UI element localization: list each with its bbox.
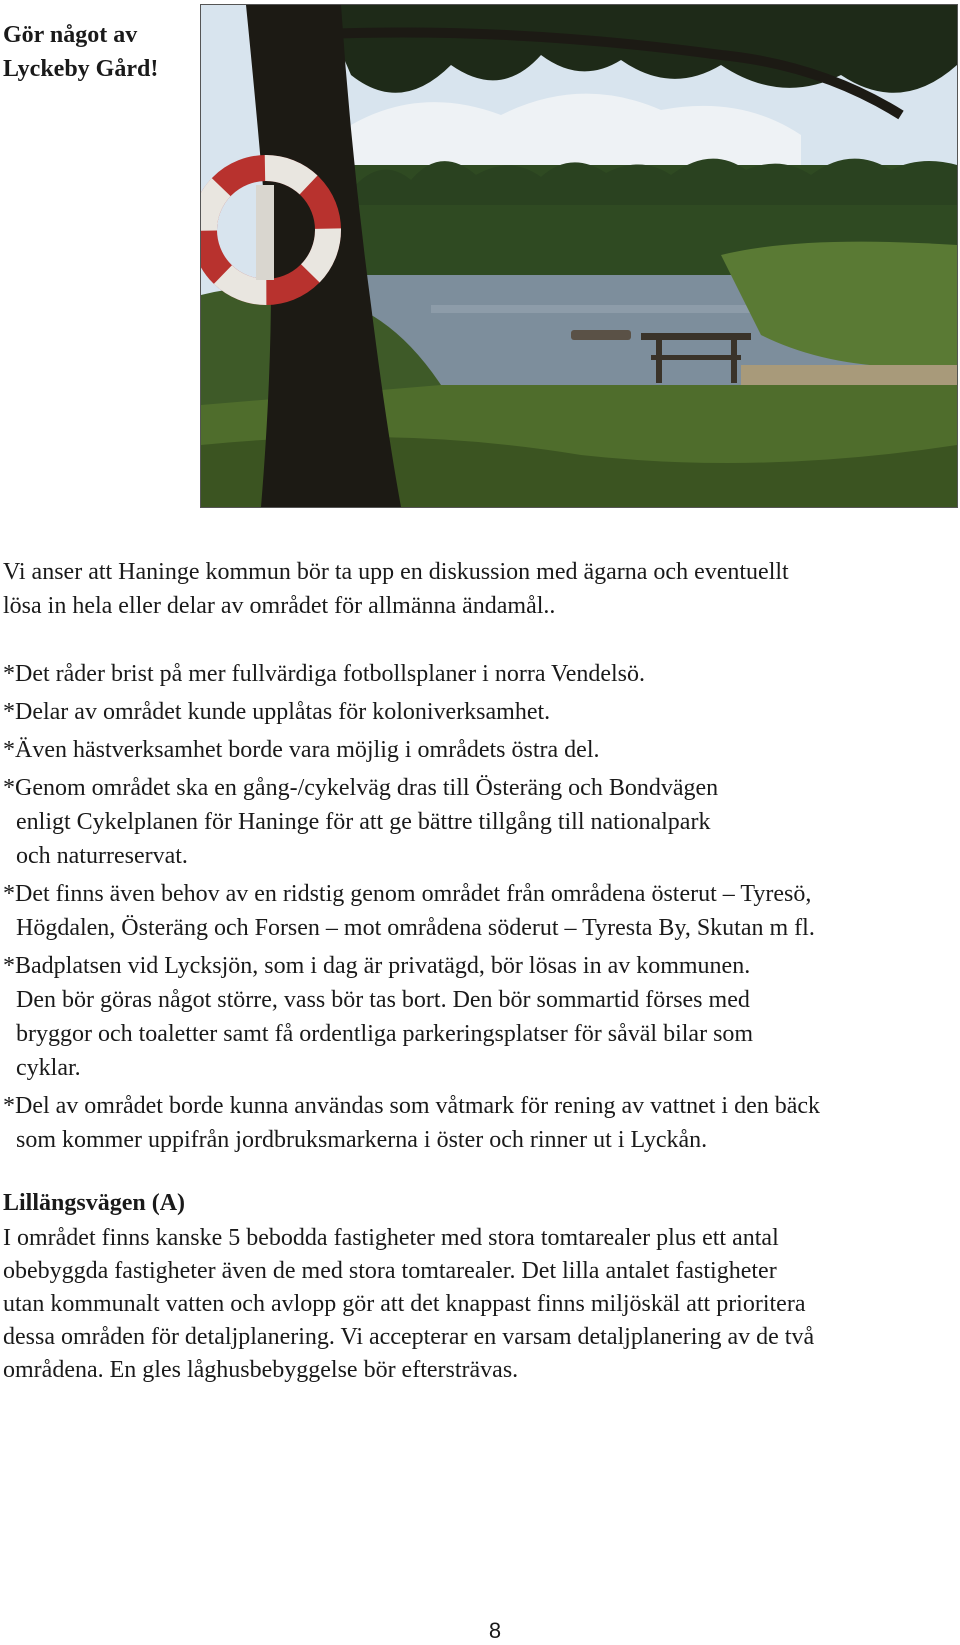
section-paragraph	[3, 1222, 958, 1387]
proposal-list	[3, 657, 958, 1161]
list-item-line: *Det råder brist på mer fullvärdiga fotbollsplaner i norra Vendelsö.	[3, 661, 646, 687]
list-item-line: som kommer uppifrån jordbruksmarkerna i öster och rinner ut i Lyckån.	[16, 1127, 708, 1153]
list-item-line: Högdalen, Österäng och Forsen – mot områdena söderut – Tyresta By, Skutan m fl.	[16, 915, 815, 941]
list-item-line: och naturreservat.	[16, 843, 188, 869]
intro-line: lösa in hela eller delar av området för allmänna ändamål..	[3, 593, 556, 619]
section-line: områdena. En gles låghusbebyggelse bör eftersträvas.	[3, 1357, 519, 1383]
list-item-line: *Genom området ska en gång-/cykelväg dras till Österäng och Bondvägen	[3, 775, 719, 801]
intro-paragraph	[3, 555, 953, 623]
list-item	[3, 733, 958, 767]
section-line: dessa områden för detaljplanering. Vi accepterar en varsam detaljplanering av de två	[3, 1324, 815, 1350]
photo-caption	[3, 18, 183, 86]
list-item	[3, 949, 958, 1085]
section-line: utan kommunalt vatten och avlopp gör att det knappast finns miljöskäl att prioritera	[3, 1291, 806, 1317]
list-item	[3, 771, 958, 873]
lake-photo	[200, 4, 958, 508]
list-item-line: *Även hästverksamhet borde vara möjlig i områdets östra del.	[3, 737, 600, 763]
list-item	[3, 1089, 958, 1157]
list-item-line: bryggor och toaletter samt få ordentliga parkeringsplatser för såväl bilar som	[16, 1021, 754, 1047]
page-number: 8	[488, 1618, 502, 1643]
section-title: Lillängsvägen (A)	[3, 1190, 186, 1216]
list-item-line: cyklar.	[16, 1055, 81, 1081]
list-item-line: *Delar av området kunde upplåtas för koloniverksamhet.	[3, 699, 551, 725]
caption-line: Lyckeby Gård!	[3, 56, 159, 82]
list-item-line: enligt Cykelplanen för Haninge för att ge bättre tillgång till nationalpark	[16, 809, 711, 835]
list-item	[3, 695, 958, 729]
section-line: I området finns kanske 5 bebodda fastigheter med stora tomtarealer plus ett antal	[3, 1225, 779, 1251]
intro-line: Vi anser att Haninge kommun bör ta upp en diskussion med ägarna och eventuellt	[3, 559, 789, 585]
list-item-line: Den bör göras något större, vass bör tas bort. Den bör sommartid förses med	[16, 987, 750, 1013]
list-item-line: *Det finns även behov av en ridstig genom området från områdena österut – Tyresö,	[3, 881, 812, 907]
list-item	[3, 657, 958, 691]
section-line: obebyggda fastigheter även de med stora tomtarealer. Det lilla antalet fastigheter	[3, 1258, 777, 1284]
list-item-line: *Del av området borde kunna användas som våtmark för rening av vattnet i den bäck	[3, 1093, 821, 1119]
list-item-line: *Badplatsen vid Lycksjön, som i dag är privatägd, bör lösas in av kommunen.	[3, 953, 751, 979]
caption-line: Gör något av	[3, 22, 138, 48]
list-item	[3, 877, 958, 945]
boat	[571, 330, 631, 340]
